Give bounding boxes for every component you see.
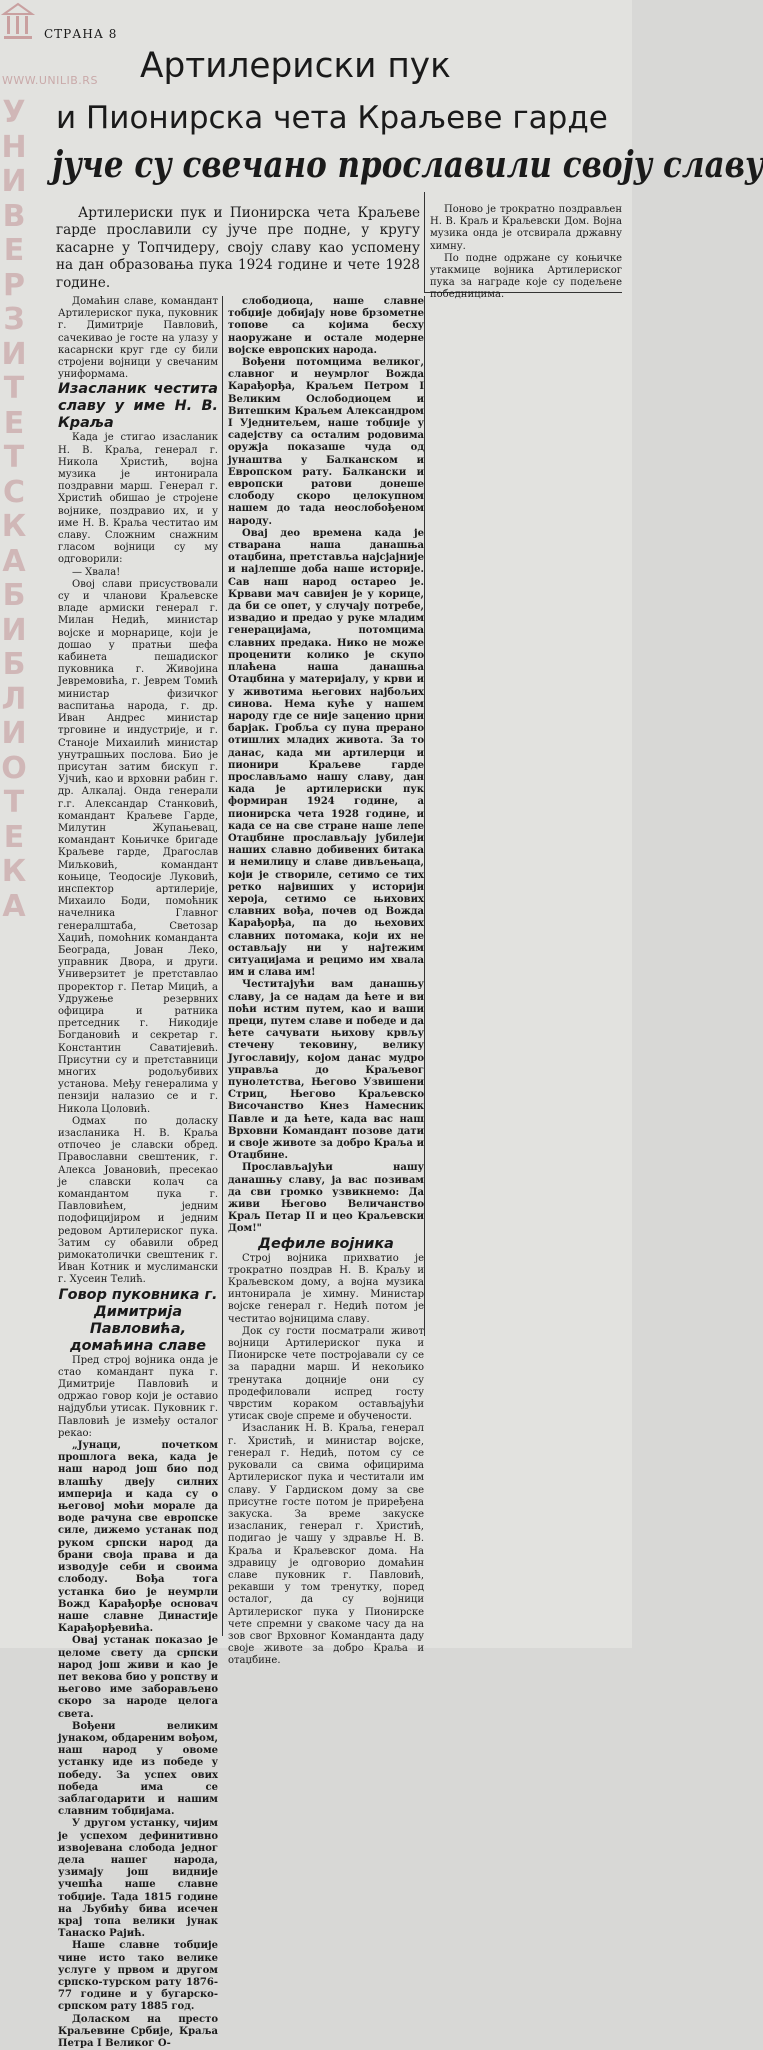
paragraph: Изасланик Н. В. Краља, генерал г. Христић, и министар војске, генерал г. Недић, потом су се руковали са свима официрима Артилериског пука и честитали им славу. У Гардиском дому за све присутне госте потом је приређена закуска. За време закуске изасланик, генерал г. Христић, подигао је чашу у здравље Н. В. Краља и Краљевског дома. На здравицу је одговорио домаћин славе пуковник г. Павловић, рекавши у том тренутку, поред осталог, да су војници Артилериског пука у Пионирске чете спремни у свакоме часу да на зов свог Врховног Команданта даду своје животе за добро Краља и отаџбине. bbox=[228, 1423, 424, 1667]
speech-paragraph: Овај део времена када је стварана наша данашња отаџбина, претставља најсјајније и најлепше доба наше историје. Сав наш народ остарео је. Крвави мач савијен је у корице, да би се опет, у случају потребе, извадио и предао у руке младим генерацијама, потомцима славних предака. Нико не може проценити колико је скупо плаћена наша данашња Отаџбина у материјалу, у крви и у животима његових најбољих синова. Нема куће у нашем народу где се није заценио црни барјак. Гробља су пуна прерано отишлих младих живота. За то данас, када ми артилерци и пионири Краљеве гарде прослављамо нашу славу, дан када је артилериски пук формиран 1924 године, а пионирска чета 1928 године, и када се на све стране наше лепе Отаџбине прослављају јубилеји наших славно добивених битака и немилицу и славе дивљењаца, који је створиле, сетимо се тих ретко највиших у историји хероја, сетимо се њихових славних вођа, почев од Вожда Карађорђа, па до њехових славних потомака, који их не остављају ни у најтежим ситуацијама и рецимо им хвала им и слава им! bbox=[228, 527, 424, 979]
paragraph: Строј војника прихватио је трократно поздрав Н. В. Краљу и Краљевском дому, а војна музика интонирала је химну. Министар војске генерал г. Недић потом је честитао војницима славу. bbox=[228, 1252, 424, 1325]
watermark-url: WWW.UNILIB.RS bbox=[2, 74, 98, 87]
column-rule bbox=[424, 192, 425, 292]
speech-paragraph: „Јунаци, почетком прошлога века, када је наш народ још био под влашћу двеју силних империја и када су о његовој моћи морале да воде рачуна све европске силе, дижемо устанак под руком српски народ да брани своја права и да изводује себи и своима слободу. Вођа тога устанка био је неумрли Вожд Карађорђе основач наше славне Династије Карађорђевића. bbox=[58, 1440, 218, 1635]
paragraph: Одмах по доласку изасланика Н. В. Краља отпочео је славски обред. Православни свештеник, г. Алекса Јовановић, пресекао је славски колач са командантом пука г. Павловићем, једним подофицијиром и једним редовом Артилериског пука. Затим су обавили обред римокатолички свештеник г. Иван Котник и муслимански г. Хусеин Телић. bbox=[58, 1115, 218, 1286]
subheading-parade: Дефиле војника bbox=[258, 1235, 394, 1252]
watermark-vertical-text: У Н И В Е Р З И Т Е Т С К А Б И Б Л И О Т Е К А bbox=[1, 95, 27, 924]
column-rule bbox=[222, 296, 223, 1636]
paragraph: Када је стигао изасланик Н. В. Краља, генерал г. Никола Христић, војна музика је интонирала поздравни марш. Генерал г. Христић обишао је стројене војнике, поздравио их, и у име Н. В. Краља честитао им славу. Сложним снажним гласом војници су му одговорили: bbox=[58, 432, 218, 566]
speech-paragraph: Честитајући вам данашњу славу, ја се надам да ћете и ви поћи истим путем, као и ваши преци, путем славе и победе и да ћете сачувати њихову крвљу стечену тековину, велику Југославију, којом данас мудро управља до Краљевог пунолетства, Његово Узвишени Стриц, Његово Краљевско Височанство Кнез Намесник Павле и да ћете, када вас наш Врховни Командант позове дати и своје животе за добро Краља и Отаџбине. bbox=[228, 979, 424, 1162]
speech-paragraph: Овај устанак показао је целоме свету да српски народ још живи и као је пет векова био у ропству и његово име заборављено скоро за народе целога света. bbox=[58, 1635, 218, 1720]
lead-paragraph: Артилериски пук и Пионирска чета Краљеве гарде прославили су јуче пре подне, у кругу касарне у Топчидеру, своју славу као успомену на дан образовања пука 1924 године и чете 1928 године. bbox=[56, 205, 420, 291]
speech-paragraph: Вођени потомцима великог, славног и неумрлог Вожда Карађорђа, Краљем Петром I Великим Ослободиоцем и Витешким Краљем Александром I Уједнитељем, наше тобџије у садејству са осталим родовима оружја показаше чуда од јунаштва у Балканском и Европском рату. Балкански и европски ратови донеше слободу скоро целокупном нашем до тада неослобођеном народу. bbox=[228, 357, 424, 527]
column-2 bbox=[228, 296, 424, 1668]
page-number: СТРАНА 8 bbox=[44, 27, 118, 41]
speech-paragraph: Вођени великим јунаком, обдареним вођом, наш народ у овоме устанку иде из победе у победу. За успех ових победа има се заблагодарити и нашим славним тобџијама. bbox=[58, 1720, 218, 1818]
paragraph: — Хвала! bbox=[72, 566, 121, 578]
speech-paragraph: Наше славне тобџије чине исто тако велике услуге у првом и другом српско-турском рату 1876-77 године и у бугарско-српском рату 1885 год. bbox=[58, 1940, 218, 2013]
column-rule bbox=[424, 296, 425, 1336]
paragraph: Поново је трократно поздрављен Н. В. Краљ и Краљевски Дом. Војна музика онда је отсвирала државну химну. bbox=[430, 204, 622, 252]
adjacent-page-fragment bbox=[556, 0, 632, 40]
subheading-speech: Говор пуковника г. Димитрија Павловића, домаћина славе bbox=[58, 1286, 218, 1354]
column-1 bbox=[58, 296, 218, 2050]
headline-line-2: и Пионирска чета Краљеве гарде bbox=[56, 100, 608, 136]
speech-paragraph: слободиоца, наше славне тобџије добијају нове брзометне топове са којима бесху наоружане и остале модерне војске европских народа. bbox=[228, 296, 424, 356]
paragraph: Док су гости посматрали живот војници Артилериског пука и Пионирске чете постројавали су се за парадни марш. И некољико тренутака доцније они су продефиловали испред госту чврстим кораком остављајући утисак своје спреме и обучености. bbox=[228, 1325, 424, 1423]
column-3 bbox=[430, 204, 622, 302]
paragraph: Овој слави присуствовали су и чланови Краљевске владе армиски генерал г. Милан Недић, министар војске и морнарице, који је дошао у пратњи шефа кабинета пешадиског пуковника г. Живојина Јевремовића, г. Јеврем Томић министар физичког васпитања народа, г. др. Иван Андрес министар трговине и индустрије, и г. Станоје Михаилић министар унутрашњих послова. Био је присутан затим бискуп г. Ујчић, као и врховни рабин г. др. Алкалај. Онда генерали г.г. Александар Станковић, командант Краљеве Гарде, Милутин Жупањевац, командант Коњичке бригаде Краљеве гарде, Драгослав Миљковић, командант коњице, Теодосије Луковић, инспектор артилерије, Михаило Боди, помоћник начелника Главног генералштаба, Светозар Хаџић, помоћник команданта Београда, Јован Леко, управник Двора, и други. Универзитет је претставлао проректор г. Петар Мицић, а Удружење резервних официра и ратника претседник г. Никодије Богдановић и секретар г. Константин Саватијевић. Присутни су и претставници многих родољубивих установа. Међу генералима у пензији налазио се и г. Никола Цоловић. bbox=[58, 578, 218, 1115]
headline-line-1: Артилериски пук bbox=[140, 46, 451, 86]
speech-paragraph: Прослављајући нашу данашњу славу, ја вас позивам да сви громко узвикнемо: Да живи Његово Величанство Краљ Петар II и цео Краљевски Дом!" bbox=[228, 1162, 424, 1235]
paragraph: Домаћин славе, командант Артилериског пука, пуковник г. Димитрије Павловић, сачекивао је госте на улазу у касарнски круг где су били стројени војници у свечаним униформама. bbox=[58, 296, 218, 381]
paragraph: Пред строј војника онда је стао командант пука г. Димитрије Павловић и одржао говор који је оставио најдубљи утисак. Пуковник г. Павловић је између осталог рекао: bbox=[58, 1354, 218, 1439]
speech-paragraph: У другом устанку, чијим је успехом дефинитивно извојевана слобода једног дела нашег народа, узимају још видније учешћа наше славне тобџије. Тада 1815 године на Љубићу бива исечен крај топа велики јунак Танаско Рајић. bbox=[58, 1818, 218, 1940]
headline-line-3: јуче су свечано прославили своју славу bbox=[52, 144, 763, 186]
paragraph: По подне одржане су коњичке утакмице војника Артилериског пука за награде које су подељене победницима. bbox=[430, 252, 622, 301]
library-logo-icon bbox=[0, 0, 36, 42]
speech-paragraph: Доласком на престо Краљевине Србије, Краља Петра I Великог О- bbox=[58, 2013, 218, 2050]
subheading-envoy: Изасланик честита славу у име Н. В. Краља bbox=[58, 381, 218, 432]
